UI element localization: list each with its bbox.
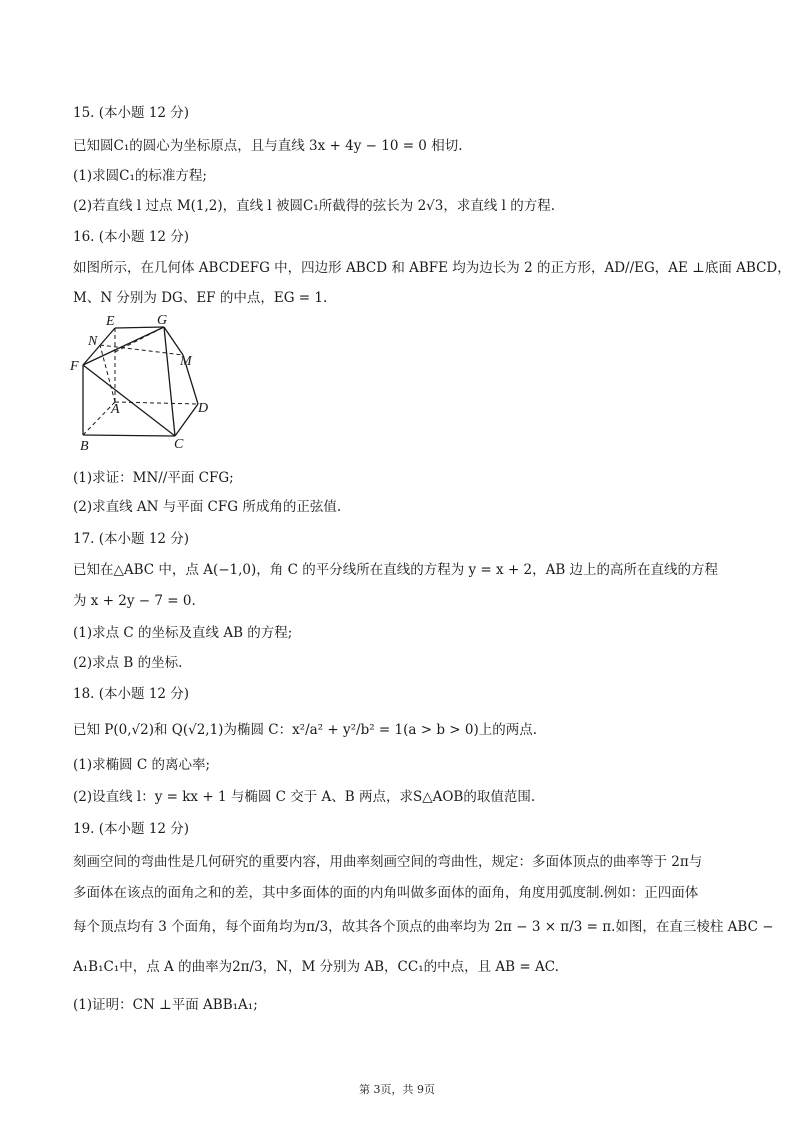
label-C: C	[174, 437, 184, 452]
label-F: F	[70, 359, 79, 374]
problem-18-text: 已知 P(0,√2)和 Q(√2,1)为椭圆 C：x²/a² + y²/b² = 1(a > b > 0)上的两点.	[73, 722, 538, 738]
problem-16-text-2: M、N 分别为 DG、EF 的中点，EG = 1.	[73, 290, 328, 306]
problem-18-part2: (2)设直线 l：y = kx + 1 与椭圆 C 交于 A、B 两点，求S△AOB的取值范围.	[73, 789, 536, 805]
label-G: G	[157, 313, 168, 328]
problem-17-text-1: 已知在△ABC 中，点 A(−1,0)，角 C 的平分线所在直线的方程为 y = x + 2，AB 边上的高所在直线的方程	[73, 562, 719, 578]
problem-19-text-3: 每个顶点均有 3 个面角，每个面角均为π/3，故其各个顶点的曲率均为 2π − 3 × π/3 = π.如图，在直三棱柱 ABC −	[73, 919, 774, 935]
label-B: B	[80, 439, 89, 454]
problem-15-part2: (2)若直线 l 过点 M(1,2)，直线 l 被圆C₁所截得的弦长为 2√3，求直线 l 的方程.	[73, 198, 556, 214]
label-A: A	[111, 402, 120, 417]
problem-15-part1: (1)求圆C₁的标准方程;	[73, 168, 207, 184]
problem-19-part1: (1)证明：CN ⊥平面 ABB₁A₁;	[73, 997, 258, 1013]
problem-19-text-4: A₁B₁C₁中，点 A 的曲率为2π/3，N，M 分别为 AB，CC₁的中点，且 AB = AC.	[73, 959, 559, 975]
problem-17-part1: (1)求点 C 的坐标及直线 AB 的方程;	[73, 625, 293, 641]
problem-15-header: 15. (本小题 12 分)	[73, 105, 190, 121]
problem-19-text-1: 刻画空间的弯曲性是几何研究的重要内容，用曲率刻画空间的弯曲性，规定：多面体顶点的曲率等于 2π与	[73, 854, 703, 870]
problem-16-header: 16. (本小题 12 分)	[73, 229, 190, 245]
problem-17-part2: (2)求点 B 的坐标.	[73, 655, 183, 671]
page-footer: 第 3页，共 9页	[359, 1083, 435, 1096]
problem-18-part1: (1)求椭圆 C 的离心率;	[73, 757, 211, 773]
geometry-figure	[68, 312, 218, 457]
problem-19-text-2: 多面体在该点的面角之和的差，其中多面体的面的内角叫做多面体的面角，角度用弧度制.例如：正四面体	[73, 885, 699, 901]
problem-18-header: 18. (本小题 12 分)	[73, 686, 190, 702]
problem-15-text: 已知圆C₁的圆心为坐标原点，且与直线 3x + 4y − 10 = 0 相切.	[73, 138, 463, 154]
label-N: N	[88, 334, 98, 349]
problem-17-header: 17. (本小题 12 分)	[73, 531, 190, 547]
problem-16-text-1: 如图所示，在几何体 ABCDEFG 中，四边形 ABCD 和 ABFE 均为边长为 2 的正方形，AD//EG，AE ⊥底面 ABCD，	[73, 260, 791, 276]
problem-16-part1: (1)求证：MN//平面 CFG;	[73, 470, 234, 486]
problem-16-part2: (2)求直线 AN 与平面 CFG 所成角的正弦值.	[73, 499, 342, 515]
problem-19-header: 19. (本小题 12 分)	[73, 821, 190, 837]
label-D: D	[198, 401, 209, 416]
label-M: M	[180, 354, 192, 369]
label-E: E	[106, 314, 115, 329]
problem-17-text-2: 为 x + 2y − 7 = 0.	[73, 593, 196, 609]
